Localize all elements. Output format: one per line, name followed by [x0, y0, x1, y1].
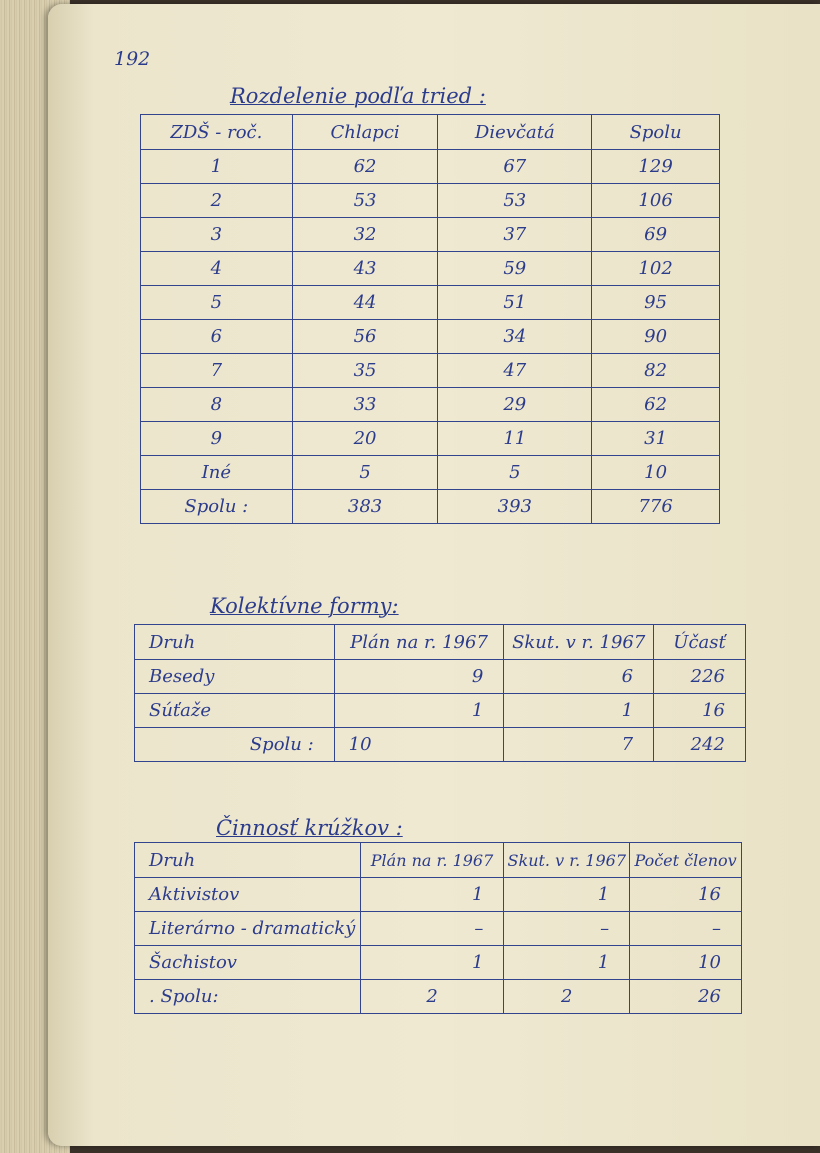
grand-total: 776 [592, 490, 720, 524]
table-header-row [141, 115, 720, 150]
actual-total: 7 [504, 728, 654, 762]
table-row [141, 184, 720, 218]
boys-cell: 32 [292, 218, 438, 252]
grade-cell: 5 [141, 286, 293, 320]
club-cell: Literárno - dramatický [135, 912, 361, 946]
girls-cell: 47 [438, 354, 592, 388]
clubs-activity-table [134, 842, 742, 1014]
plan-total: 10 [334, 728, 504, 762]
boys-cell: 44 [292, 286, 438, 320]
type-cell: Súťaže [135, 694, 335, 728]
girls-total: 393 [438, 490, 592, 524]
table-row [141, 388, 720, 422]
page-number: 192 [114, 48, 151, 70]
table2-heading: Kolektívne formy: [210, 594, 399, 618]
table-row [141, 456, 720, 490]
boys-cell: 62 [292, 150, 438, 184]
column-header: ZDŠ - roč. [141, 115, 293, 150]
class-distribution-table [140, 114, 720, 524]
table-row [135, 694, 746, 728]
boys-cell: 43 [292, 252, 438, 286]
plan-cell: 9 [334, 660, 504, 694]
column-header: Druh [135, 843, 361, 878]
girls-cell: 11 [438, 422, 592, 456]
actual-cell: 6 [504, 660, 654, 694]
table-row [141, 320, 720, 354]
plan-cell: 1 [360, 878, 504, 912]
girls-cell: 29 [438, 388, 592, 422]
actual-cell: – [504, 912, 630, 946]
boys-cell: 35 [292, 354, 438, 388]
column-header: Skut. v r. 1967 [504, 843, 630, 878]
table-row [135, 660, 746, 694]
column-header: Dievčatá [438, 115, 592, 150]
total-cell: 95 [592, 286, 720, 320]
members-cell: 10 [630, 946, 742, 980]
total-cell: 31 [592, 422, 720, 456]
girls-cell: 59 [438, 252, 592, 286]
total-cell: 62 [592, 388, 720, 422]
grade-cell: 8 [141, 388, 293, 422]
type-cell: Besedy [135, 660, 335, 694]
club-cell: Aktivistov [135, 878, 361, 912]
attendance-cell: 226 [654, 660, 746, 694]
total-cell: 106 [592, 184, 720, 218]
grade-cell: 3 [141, 218, 293, 252]
plan-total: 2 [360, 980, 504, 1014]
total-cell: 82 [592, 354, 720, 388]
total-cell: 90 [592, 320, 720, 354]
table-row [141, 252, 720, 286]
girls-cell: 51 [438, 286, 592, 320]
boys-cell: 56 [292, 320, 438, 354]
actual-cell: 1 [504, 946, 630, 980]
grade-cell: 9 [141, 422, 293, 456]
girls-cell: 67 [438, 150, 592, 184]
attendance-total: 242 [654, 728, 746, 762]
girls-cell: 5 [438, 456, 592, 490]
boys-cell: 53 [292, 184, 438, 218]
table-row [135, 878, 742, 912]
girls-cell: 53 [438, 184, 592, 218]
table-row [141, 422, 720, 456]
table-row [141, 218, 720, 252]
club-cell: Šachistov [135, 946, 361, 980]
table-row [141, 150, 720, 184]
boys-cell: 5 [292, 456, 438, 490]
grade-cell: 1 [141, 150, 293, 184]
actual-cell: 1 [504, 878, 630, 912]
table-header-row [135, 843, 742, 878]
column-header: Druh [135, 625, 335, 660]
attendance-cell: 16 [654, 694, 746, 728]
total-label: Spolu : [141, 490, 293, 524]
column-header: Počet členov [630, 843, 742, 878]
table-row [141, 354, 720, 388]
column-header: Plán na r. 1967 [360, 843, 504, 878]
total-cell: 129 [592, 150, 720, 184]
total-cell: 69 [592, 218, 720, 252]
plan-cell: 1 [360, 946, 504, 980]
column-header: Spolu [592, 115, 720, 150]
column-header: Chlapci [292, 115, 438, 150]
column-header: Účasť [654, 625, 746, 660]
total-label: Spolu : [135, 728, 335, 762]
grade-cell: 4 [141, 252, 293, 286]
members-cell: – [630, 912, 742, 946]
table3-heading: Činnosť krúžkov : [216, 816, 403, 840]
boys-cell: 33 [292, 388, 438, 422]
total-cell: 10 [592, 456, 720, 490]
actual-total: 2 [504, 980, 630, 1014]
table-total-row [141, 490, 720, 524]
grade-cell: 6 [141, 320, 293, 354]
members-cell: 16 [630, 878, 742, 912]
plan-cell: – [360, 912, 504, 946]
members-total: 26 [630, 980, 742, 1014]
total-cell: 102 [592, 252, 720, 286]
notebook-page [48, 4, 820, 1146]
grade-cell: 7 [141, 354, 293, 388]
grade-cell: Iné [141, 456, 293, 490]
table1-heading: Rozdelenie podľa tried : [230, 84, 486, 108]
column-header: Skut. v r. 1967 [504, 625, 654, 660]
boys-cell: 20 [292, 422, 438, 456]
table-row [135, 946, 742, 980]
table-header-row [135, 625, 746, 660]
total-label: . Spolu: [135, 980, 361, 1014]
grade-cell: 2 [141, 184, 293, 218]
table-row [141, 286, 720, 320]
collective-forms-table [134, 624, 746, 762]
table-row [135, 912, 742, 946]
table-total-row [135, 980, 742, 1014]
plan-cell: 1 [334, 694, 504, 728]
actual-cell: 1 [504, 694, 654, 728]
girls-cell: 37 [438, 218, 592, 252]
table-total-row [135, 728, 746, 762]
column-header: Plán na r. 1967 [334, 625, 504, 660]
boys-total: 383 [292, 490, 438, 524]
girls-cell: 34 [438, 320, 592, 354]
